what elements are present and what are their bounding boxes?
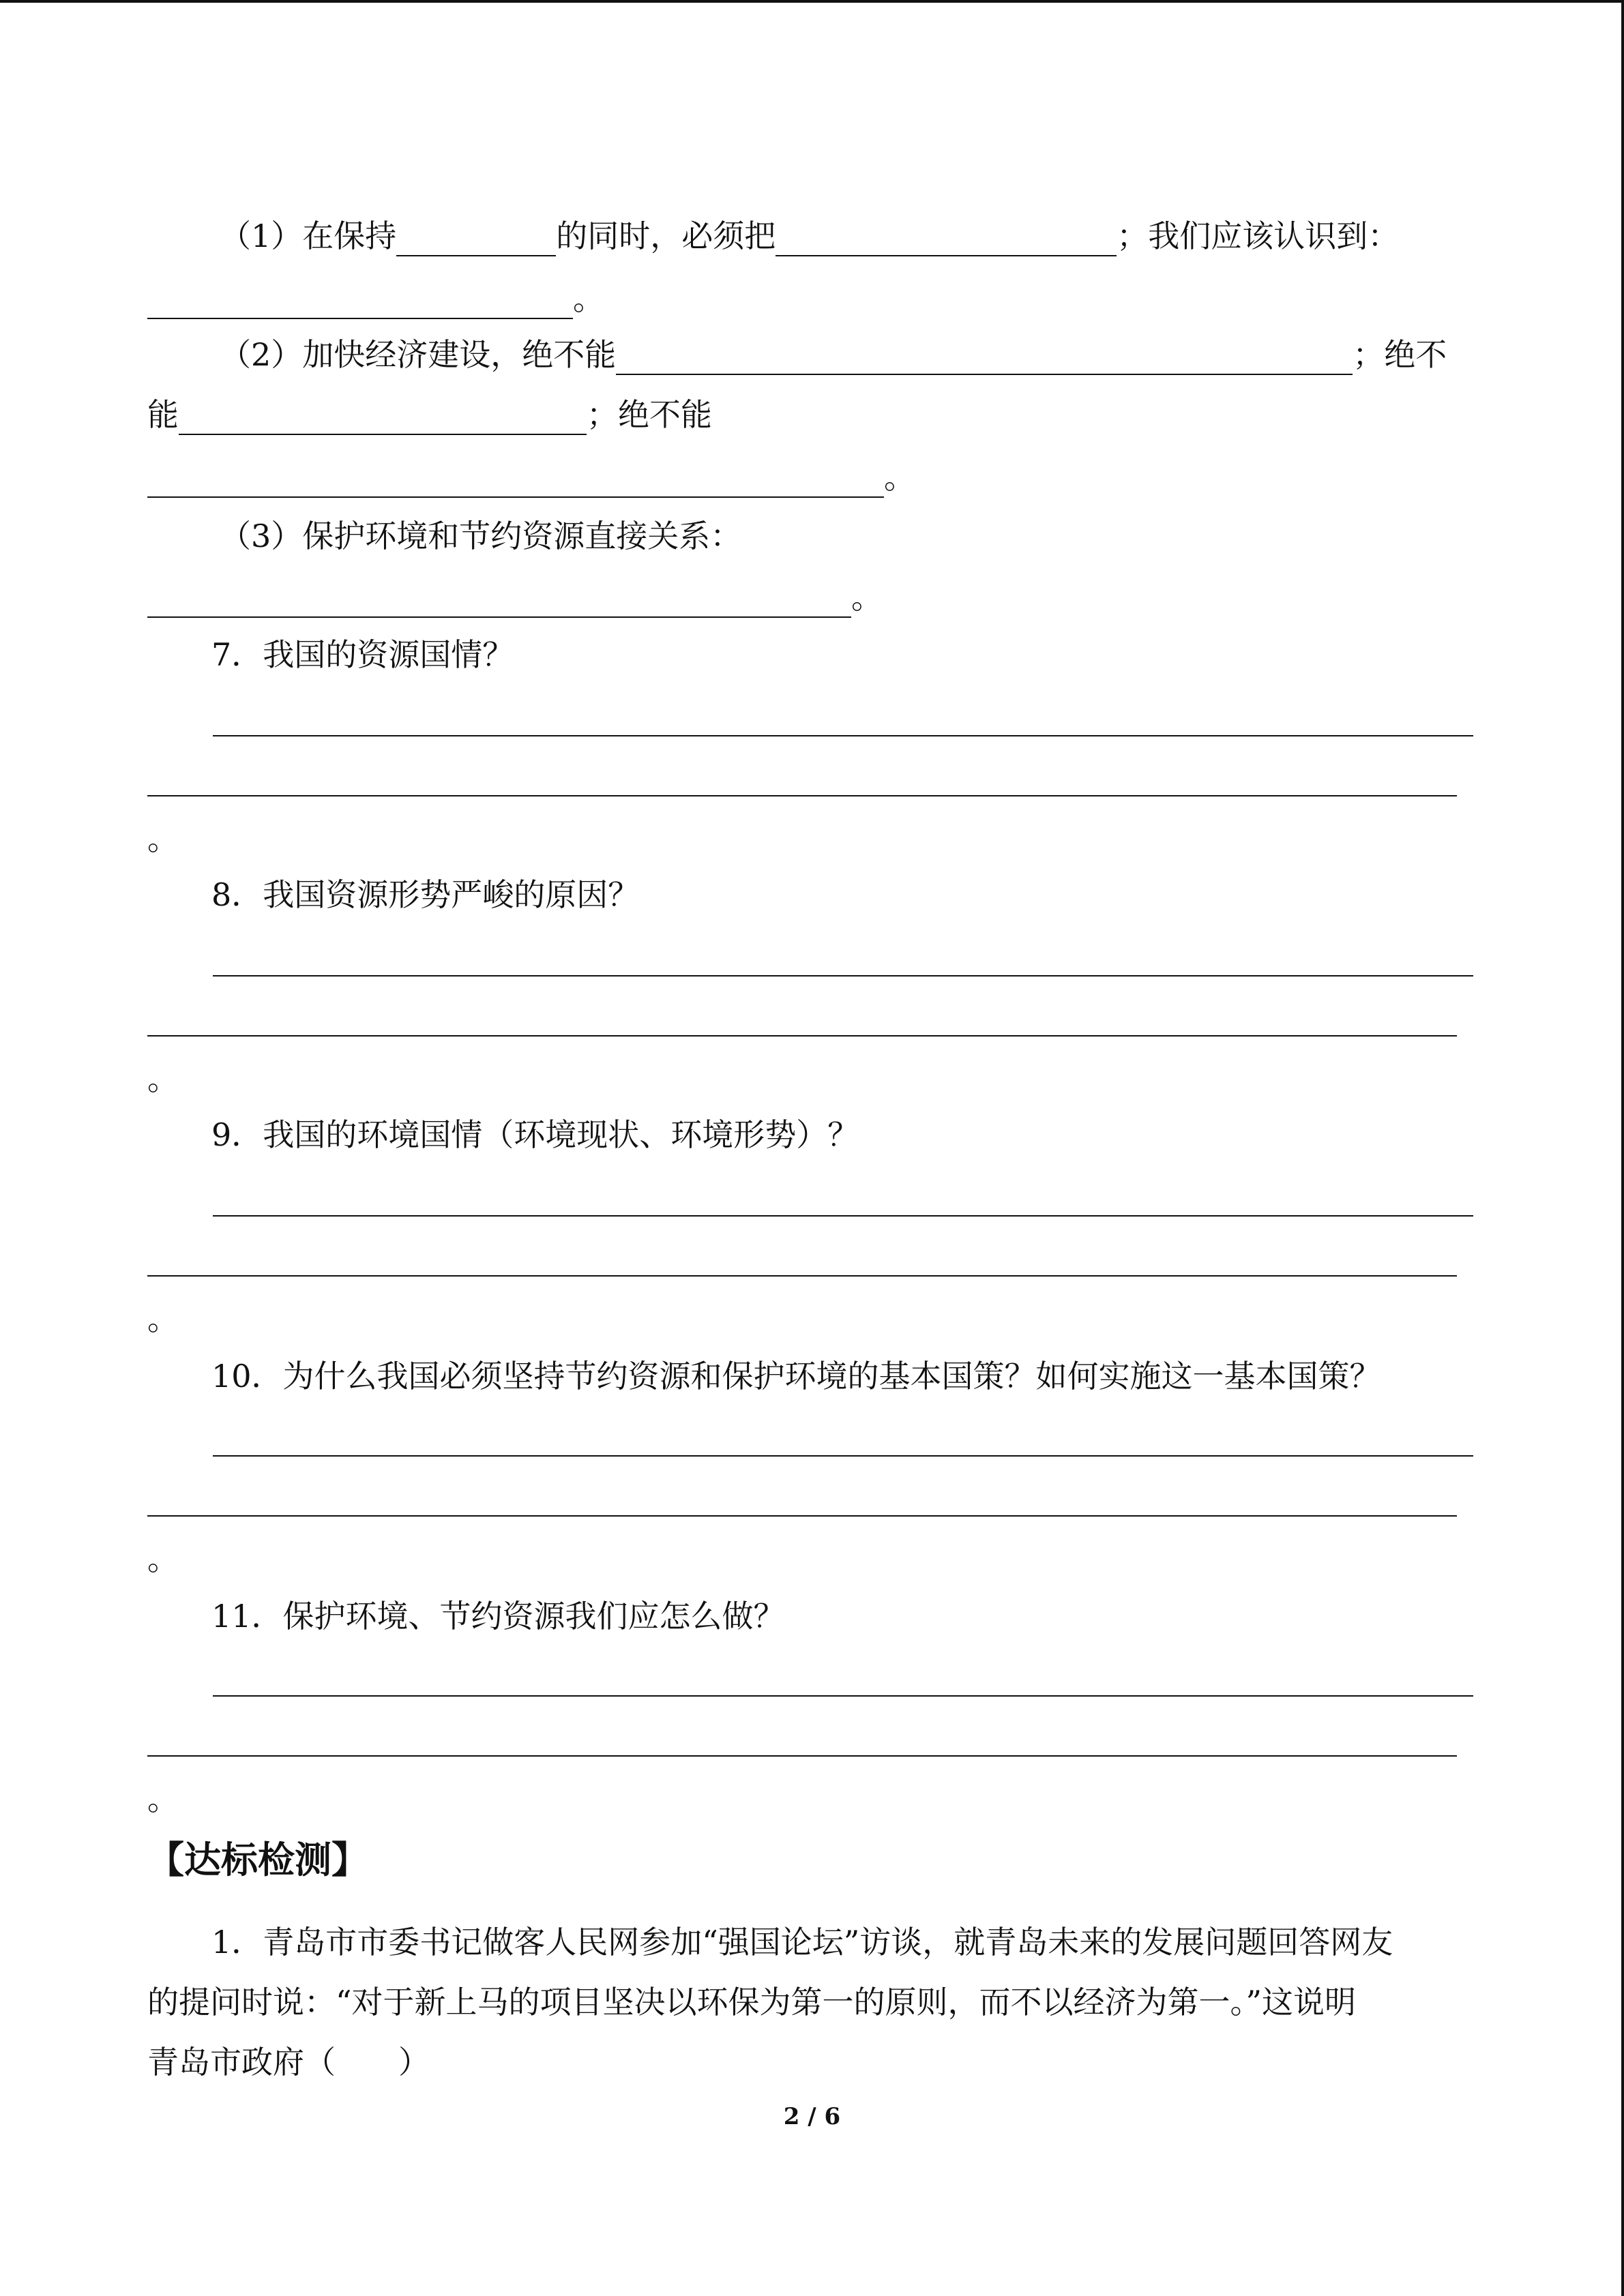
answer-line-q7-1[interactable] [213, 735, 1473, 736]
q3-blank-1[interactable] [147, 581, 851, 618]
fill-in-q1-cont [147, 278, 604, 319]
fill-in-q3 [220, 516, 741, 556]
q2-blank-1[interactable] [616, 338, 1353, 375]
fill-in-q2-line3 [147, 457, 915, 498]
answer-line-q9-1[interactable] [213, 1215, 1473, 1217]
q2-mid1: ；绝不 [1353, 336, 1447, 373]
question-9: 9．我国的环境国情（环境现状、环境形势）？ [211, 1116, 859, 1153]
q8-end: 。 [147, 1060, 179, 1097]
q1-blank-1[interactable] [396, 220, 556, 256]
q3-end: 。 [851, 579, 883, 616]
answer-line-q10-1[interactable] [213, 1455, 1473, 1457]
q2-prefix: （2）加快经济建设，绝不能 [220, 336, 617, 373]
answer-line-q8-2[interactable] [147, 1035, 1457, 1037]
q1-mid1: 的同时，必须把 [556, 218, 776, 254]
fill-in-q2-line2 [147, 394, 712, 435]
q1-blank-3[interactable] [147, 282, 573, 319]
q2-end: 。 [884, 459, 915, 496]
q2-line2-start: 能 [147, 396, 179, 433]
test-question-1-line-1: 1．青岛市市委书记做客人民网参加“强国论坛”访谈，就青岛未来的发展问题回答网友 [211, 1924, 1393, 1960]
q2-blank-2[interactable] [179, 398, 587, 435]
question-7: 7．我国的资源国情？ [211, 636, 514, 673]
page-number: 2 / 6 [783, 2103, 841, 2130]
q11-end: 。 [147, 1780, 179, 1817]
question-11: 11．保护环境、节约资源我们应怎么做？ [211, 1598, 785, 1635]
test-question-1-line-3: 青岛市政府（ ） [147, 2044, 430, 2081]
test-question-1-line-2: 的提问时说：“对于新上马的项目坚决以环保为第一的原则，而不以经济为第一。”这说明 [147, 1984, 1357, 2021]
fill-in-q3-cont [147, 577, 883, 618]
question-8: 8．我国资源形势严峻的原因？ [211, 876, 640, 913]
fill-in-q1 [220, 215, 1399, 256]
q2-mid2: ；绝不能 [587, 396, 712, 433]
q1-prefix: （1）在保持 [220, 218, 397, 254]
answer-line-q8-1[interactable] [213, 975, 1473, 976]
answer-line-q10-2[interactable] [147, 1515, 1457, 1517]
q1-blank-2[interactable] [776, 220, 1117, 256]
answer-line-q11-1[interactable] [213, 1695, 1473, 1697]
q1-mid2: ；我们应该认识到： [1117, 218, 1400, 254]
q3-prefix: （3）保护环境和节约资源直接关系： [220, 518, 742, 554]
fill-in-q2 [220, 334, 1447, 375]
answer-line-q11-2[interactable] [147, 1755, 1457, 1757]
question-10: 10．为什么我国必须坚持节约资源和保护环境的基本国策？如何实施这一基本国策？ [211, 1358, 1381, 1395]
section-heading: 【达标检测】 [147, 1838, 368, 1881]
answer-line-q9-2[interactable] [147, 1275, 1457, 1277]
q1-end: 。 [573, 280, 604, 317]
q7-end: 。 [147, 820, 179, 857]
q2-blank-3[interactable] [147, 461, 884, 498]
answer-line-q7-2[interactable] [147, 795, 1457, 796]
q10-end: 。 [147, 1540, 179, 1577]
q9-end: 。 [147, 1300, 179, 1337]
